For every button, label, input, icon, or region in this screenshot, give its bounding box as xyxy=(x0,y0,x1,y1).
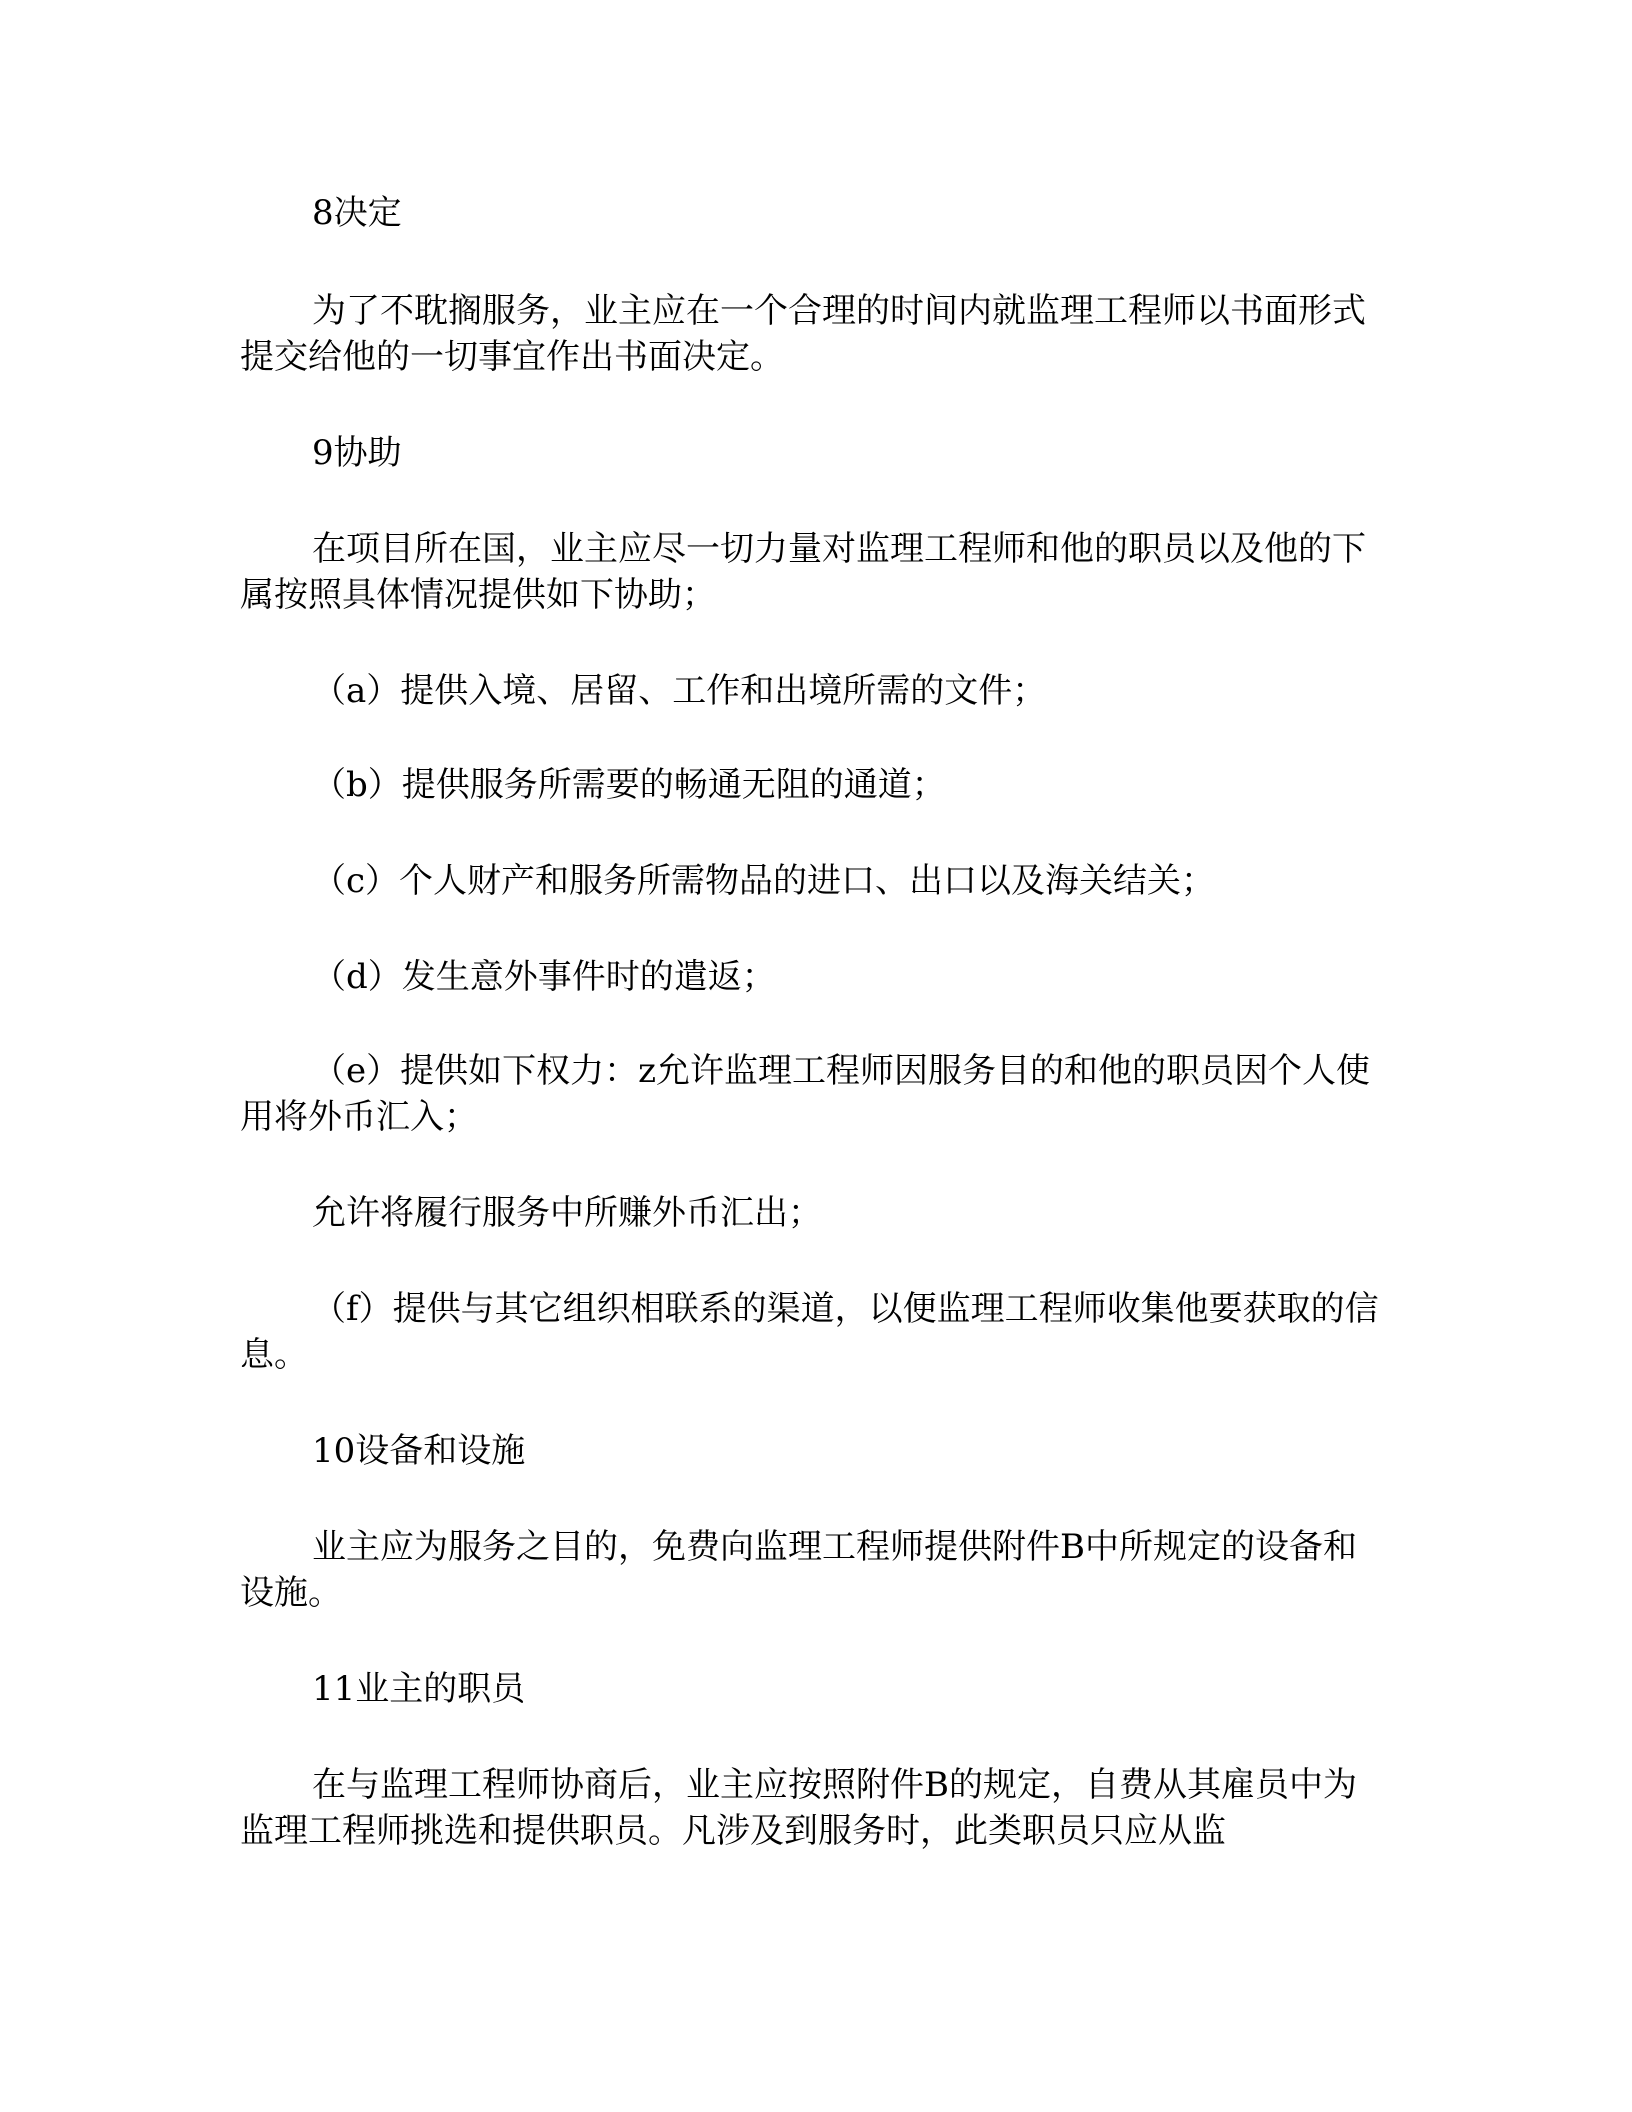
list-item-c: （c）个人财产和服务所需物品的进口、出口以及海关结关； xyxy=(312,861,1216,901)
section-heading-decision: 8决定 xyxy=(312,193,402,233)
list-item-f: （f）提供与其它组织相联系的渠道，以便监理工程师收集他要获取的信息。 xyxy=(240,1289,1379,1375)
section-heading-owner-staff: 11业主的职员 xyxy=(312,1669,526,1709)
list-item-e: （e）提供如下权力：z允许监理工程师因服务目的和他的职员因个人使用将外币汇入； xyxy=(240,1051,1371,1137)
section-heading-assistance: 9协助 xyxy=(312,433,402,473)
paragraph-owner-staff-body: 在与监理工程师协商后，业主应按照附件B的规定，自费从其雇员中为监理工程师挑选和提供职员。凡涉及到服务时，此类职员只应从监 xyxy=(240,1765,1357,1851)
paragraph-assistance-intro: 在项目所在国，业主应尽一切力量对监理工程师和他的职员以及他的下属按照具体情况提供如下协助； xyxy=(240,529,1366,615)
list-item-b: （b）提供服务所需要的畅通无阻的通道； xyxy=(312,765,946,805)
list-item-d: （d）发生意外事件时的遣返； xyxy=(312,957,776,997)
paragraph-equipment-body: 业主应为服务之目的，免费向监理工程师提供附件B中所规定的设备和设施。 xyxy=(240,1527,1357,1613)
list-item-a: （a）提供入境、居留、工作和出境所需的文件； xyxy=(312,671,1047,711)
paragraph-decision-body: 为了不耽搁服务，业主应在一个合理的时间内就监理工程师以书面形式提交给他的一切事宜作出书面决定。 xyxy=(240,291,1366,377)
section-heading-equipment: 10设备和设施 xyxy=(312,1431,526,1471)
list-item-e-continued: 允许将履行服务中所赚外币汇出； xyxy=(312,1193,822,1233)
